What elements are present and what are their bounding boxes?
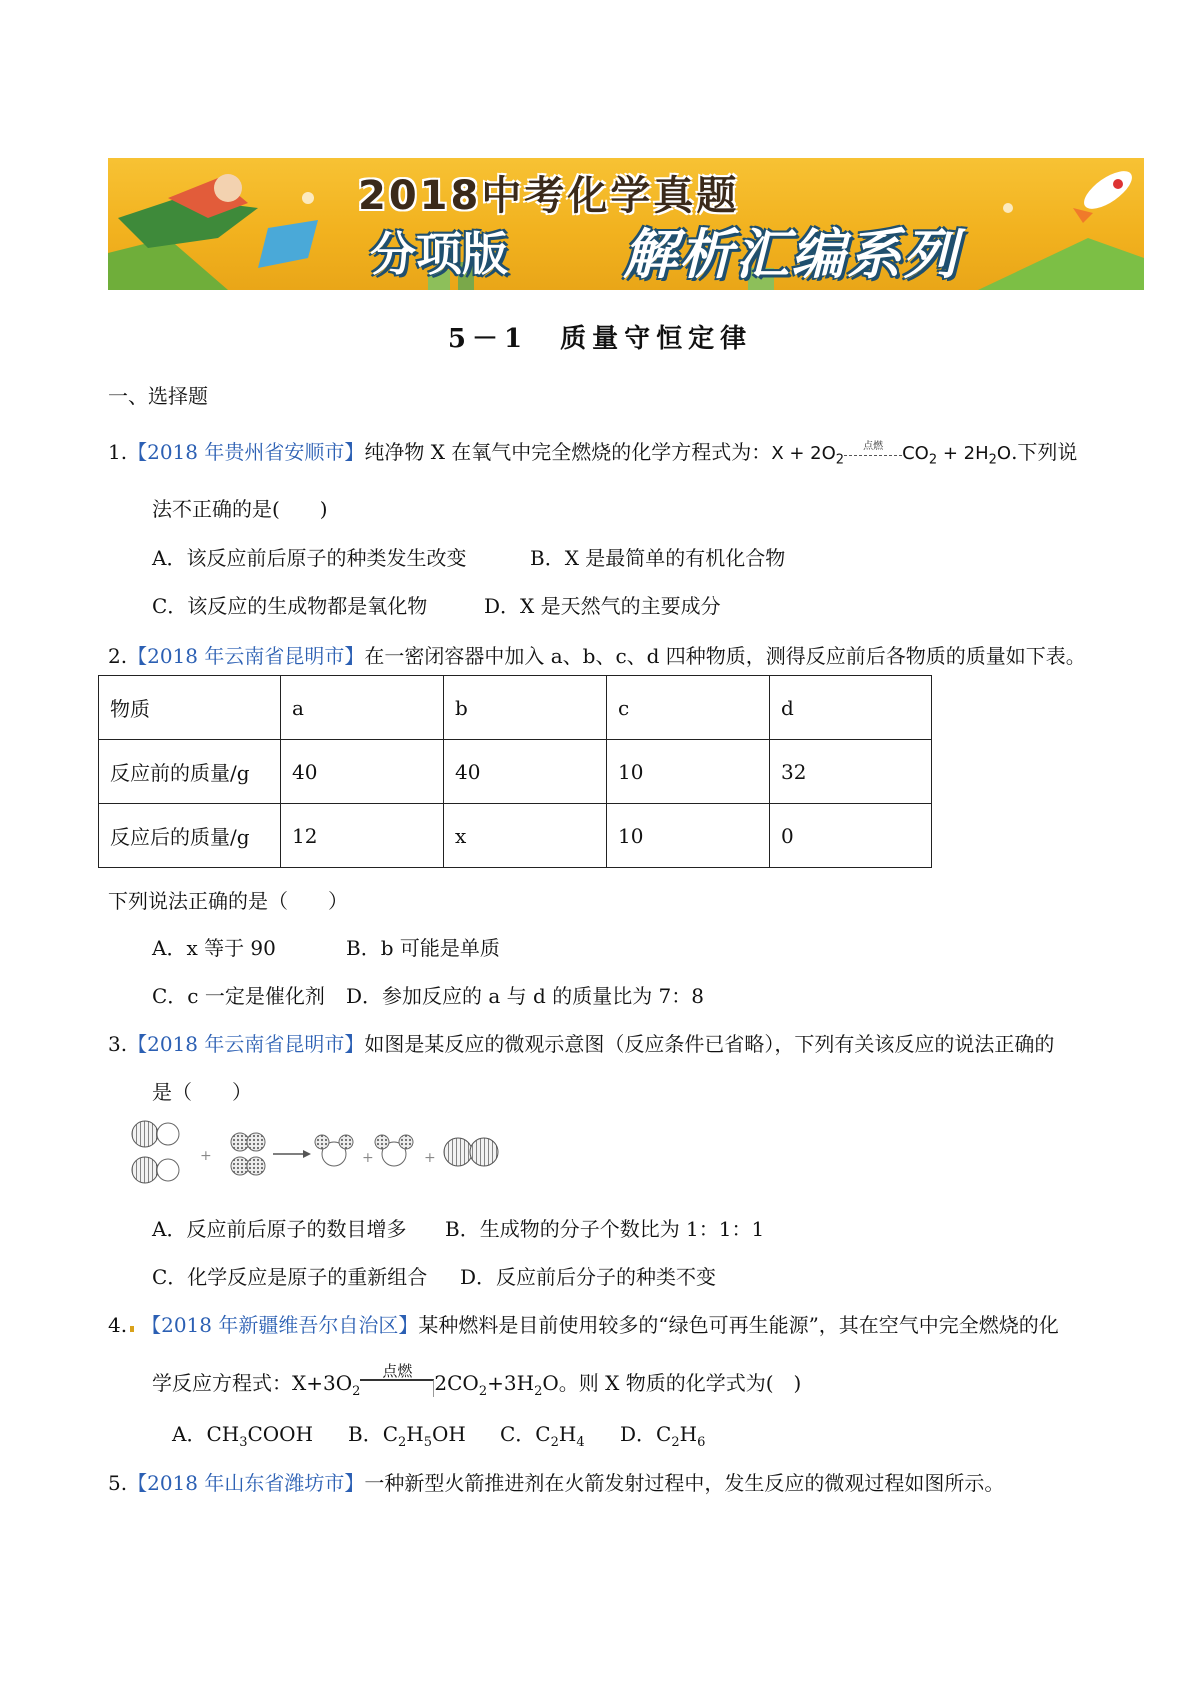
table-cell: 40 [444, 740, 607, 804]
table-cell: 12 [281, 804, 444, 868]
molecule-diagram-icon [128, 1118, 528, 1194]
option-4b[interactable]: B．$C_2H_5OH$ [348, 1422, 466, 1450]
question-text: 在一密闭容器中加入 a、b、c、d 四种物质，测得反应前后各物质的质量如下表。 [364, 644, 1086, 668]
question-text: 某种燃料是目前使用较多的“绿色可再生能源”，其在空气中完全燃烧的化 [418, 1313, 1059, 1337]
svg-text:+: + [200, 1148, 212, 1164]
table-cell: 40 [281, 740, 444, 804]
header-banner [108, 158, 1144, 290]
question-source: 【2018 年贵州省安顺市】 [127, 440, 365, 464]
table-cell: 反应前的质量/g [99, 740, 281, 804]
option-2d[interactable]: D．参加反应的 a 与 d 的质量比为 7：8 [346, 984, 704, 1008]
table-row [99, 676, 932, 740]
banner-line-2b: 解析汇编系列 [623, 223, 959, 286]
table-cell: x [444, 804, 607, 868]
section-heading: 一、选择题 [108, 384, 208, 408]
question-3-line-2: 是（ ） [152, 1080, 252, 1104]
question-number: 3. [108, 1032, 128, 1056]
option-4a[interactable]: A．$CH_3COOH$ [172, 1422, 314, 1450]
table-cell: 32 [770, 740, 932, 804]
svg-text:+: + [424, 1150, 436, 1166]
option-2b[interactable]: B．b 可能是单质 [346, 936, 500, 960]
question-1-line-1: 1.【2018 年贵州省安顺市】纯净物 X 在氧气中完全燃烧的化学方程式为：$X + 2O_2$点燃 $CO_2 + 2H_2O$.下列说 [108, 440, 1078, 468]
mass-table [98, 675, 932, 868]
option-4c[interactable]: C．$C_2H_4$ [500, 1422, 585, 1450]
table-row [99, 804, 932, 868]
page-title: 5－1 质量守恒定律 [447, 324, 753, 354]
option-3c[interactable]: C．化学反应是原子的重新组合 [152, 1265, 428, 1289]
option-2c[interactable]: C．c 一定是催化剂 [152, 984, 325, 1008]
question-number: 5. [108, 1471, 128, 1495]
question-number: 2. [108, 644, 128, 668]
question-number: 4. [108, 1313, 128, 1337]
banner-line-1: 2018中考化学真题 [358, 173, 740, 219]
question-2-prompt: 下列说法正确的是（ ） [108, 889, 348, 913]
option-3d[interactable]: D．反应前后分子的种类不变 [460, 1265, 717, 1289]
table-cell: 10 [607, 740, 770, 804]
option-1b[interactable]: B．X 是最简单的有机化合物 [530, 546, 786, 570]
question-4-line-1 [108, 1309, 1059, 1338]
table-cell: c [607, 676, 770, 740]
option-1d[interactable]: D．X 是天然气的主要成分 [484, 594, 721, 618]
option-2a[interactable]: A．x 等于 90 [152, 936, 276, 960]
table-cell: 0 [770, 804, 932, 868]
question-text: 如图是某反应的微观示意图（反应条件已省略），下列有关该反应的说法正确的 [364, 1032, 1055, 1056]
question-source: 【2018 年新疆维吾尔自治区】 [141, 1313, 419, 1337]
table-cell: 反应后的质量/g [99, 804, 281, 868]
question-number: 1. [108, 440, 128, 464]
equation: $X + 2O_2$点燃 $CO_2 + 2H_2O$ [771, 441, 1012, 468]
option-3b[interactable]: B．生成物的分子个数比为 1：1：1 [445, 1217, 765, 1241]
table-cell: 10 [607, 804, 770, 868]
question-5-line-1 [108, 1467, 1004, 1496]
option-1a[interactable]: A．该反应前后原子的种类发生改变 [152, 546, 467, 570]
question-text: 一种新型火箭推进剂在火箭发射过程中，发生反应的微观过程如图所示。 [364, 1471, 1005, 1495]
question-source: 【2018 年云南省昆明市】 [127, 644, 365, 668]
svg-text:+: + [362, 1150, 374, 1166]
option-1c[interactable]: C．该反应的生成物都是氧化物 [152, 594, 428, 618]
question-1-line-2: 法不正确的是( ) [152, 497, 328, 521]
option-3a[interactable]: A．反应前后原子的数目增多 [152, 1217, 407, 1241]
table-cell: 物质 [99, 676, 281, 740]
question-text: 纯净物 X 在氧气中完全燃烧的化学方程式为： [364, 440, 772, 464]
reaction-arrow: 点燃 [360, 1357, 434, 1397]
question-source: 【2018 年云南省昆明市】 [127, 1032, 365, 1056]
question-2-line-1 [108, 640, 1086, 669]
table-cell: d [770, 676, 932, 740]
question-4-line-2: 学反应方程式：$X+3O_2$点燃 $2CO_2+3H_2O$。则 X 物质的化学式为( ) [152, 1367, 801, 1411]
table-cell: b [444, 676, 607, 740]
option-4d[interactable]: D．$C_2H_6$ [620, 1422, 706, 1450]
question-source: 【2018 年山东省潍坊市】 [127, 1471, 365, 1495]
banner-line-2a: 分项版 [370, 227, 508, 281]
table-cell: a [281, 676, 444, 740]
table-row [99, 740, 932, 804]
question-3-line-1 [108, 1028, 1054, 1057]
